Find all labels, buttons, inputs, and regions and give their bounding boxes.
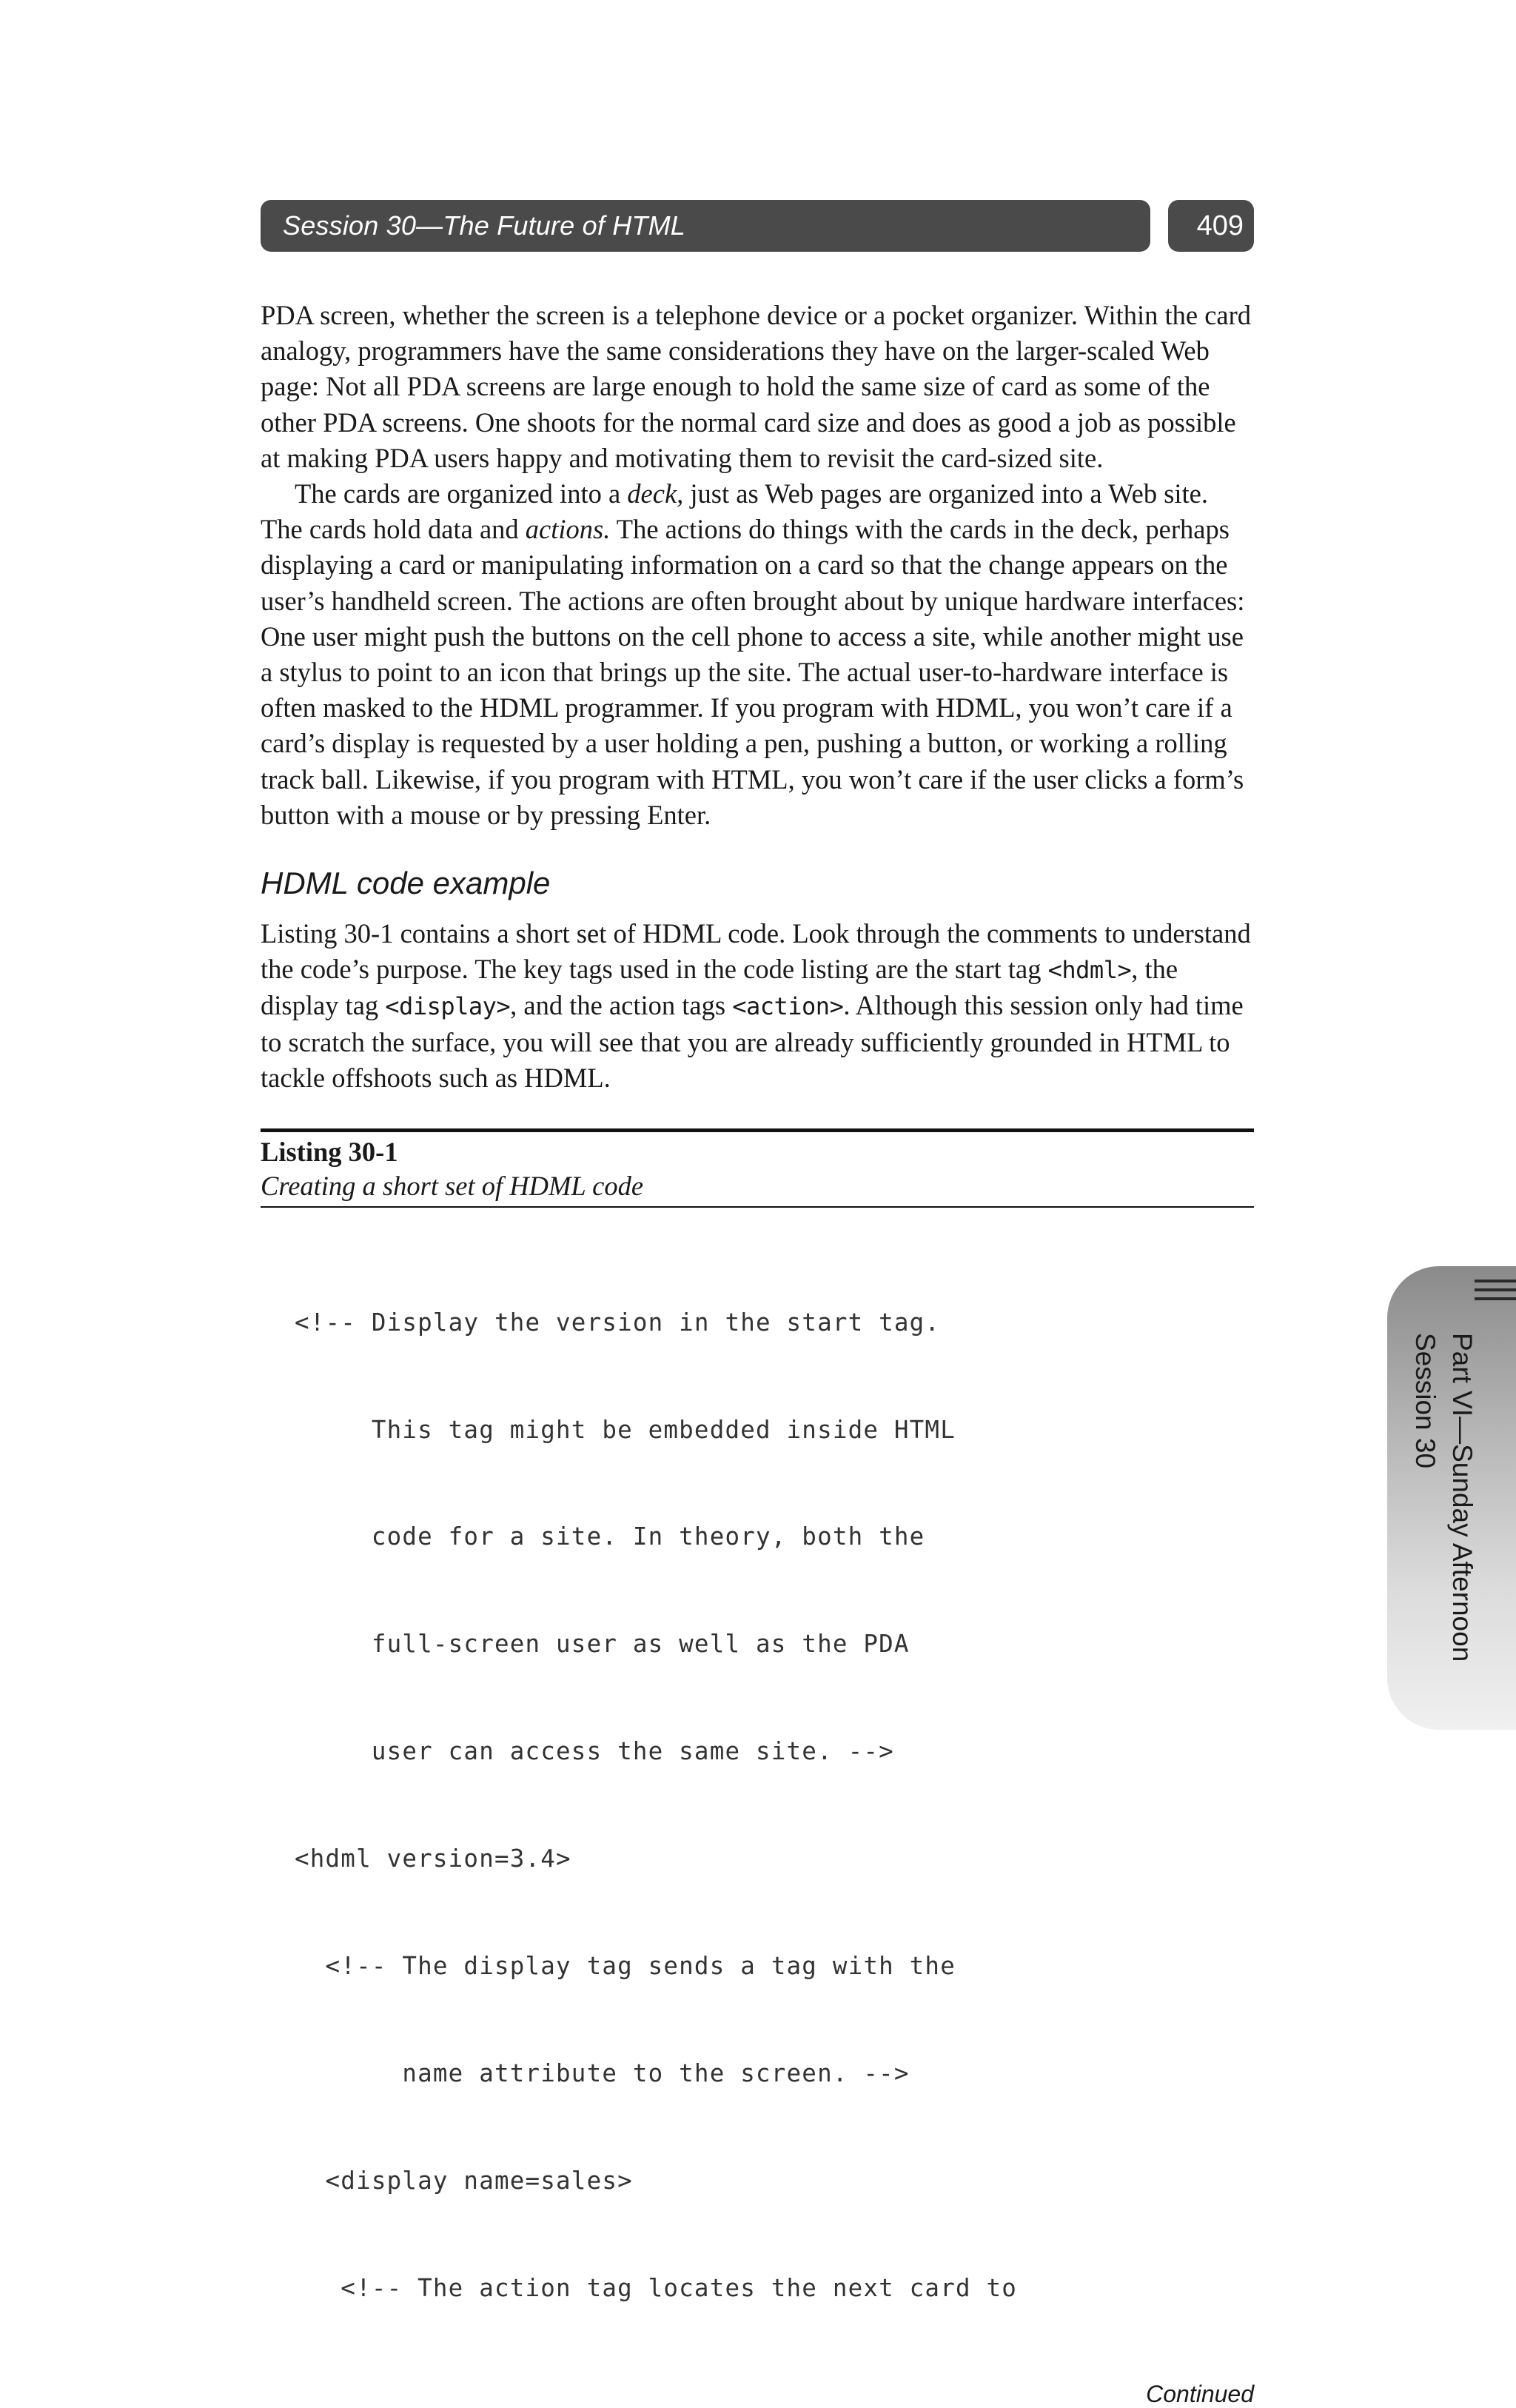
body-paragraph-2 bbox=[261, 476, 1254, 833]
code-line: <!-- The display tag sends a tag with the bbox=[295, 1952, 956, 1980]
thumb-line bbox=[1475, 1280, 1516, 1282]
term-deck: deck, bbox=[627, 478, 684, 509]
paragraph-3-text-1: Listing 30-1 contains a short set of HDML code. Look through the comments to understand the code’s purpose. The key tags used in the code listing are the start tag bbox=[261, 918, 1251, 985]
page-content bbox=[261, 298, 1254, 2408]
term-actions: actions. bbox=[525, 514, 611, 545]
listing-caption: Creating a short set of HDML code bbox=[261, 1171, 644, 1202]
listing-label: Listing 30-1 bbox=[261, 1137, 398, 1168]
code-line: This tag might be embedded inside HTML bbox=[295, 1415, 956, 1444]
thumb-tab-part: Part VI—Sunday Afternoon bbox=[1447, 1333, 1478, 1662]
page-number: 409 bbox=[1196, 210, 1244, 241]
paragraph-3-text-3: , and the action tags bbox=[510, 990, 733, 1021]
code-line: name attribute to the screen. --> bbox=[295, 2058, 910, 2087]
code-line: <!-- The action tag locates the next card to bbox=[295, 2273, 1018, 2302]
code-line: <hdml version=3.4> bbox=[295, 1845, 571, 1873]
inline-code-display: <display> bbox=[385, 992, 511, 1021]
paragraph-2-text-2: just as Web pages are organized into a Web site. The cards hold data and bbox=[261, 478, 1209, 545]
paragraph-3-text-2: , the display tag bbox=[261, 954, 1178, 1021]
body-paragraph-1: PDA screen, whether the screen is a telephone device or a pocket organizer. Within the card analogy, programmers have the same considerations they have on the larger-scaled Web page: Not all PDA screens are large enough to hold the same size of card as some of the other PDA screens. One shoots for the normal card size and does as good a job as possible at making PDA users happy and motivating them to revisit the card-sized site. bbox=[261, 300, 1252, 473]
listing-top-rule bbox=[261, 1128, 1254, 1132]
code-line: <!-- Display the version in the start tag. bbox=[295, 1308, 941, 1337]
continued-label: Continued bbox=[1146, 2380, 1254, 2407]
section-heading: HDML code example bbox=[261, 866, 551, 901]
thumb-tab-session: Session 30 bbox=[1410, 1333, 1440, 1469]
thumb-line bbox=[1475, 1288, 1516, 1291]
code-listing bbox=[295, 1233, 1254, 2378]
paragraph-2-text-1: The cards are organized into a bbox=[295, 478, 628, 509]
thumb-tab-text bbox=[1392, 1333, 1480, 1673]
paragraph-2-text-3: The actions do things with the cards in the deck, perhaps displaying a card or manipulating information on a card so that the change appears on the user’s handheld screen. The actions are often brought about by unique hardware interfaces: One user might push the buttons on the cell phone to access a site, while another might use a stylus to point to an icon that brings up the site. The actual user-to-hardware interface is often masked to the HDML programmer. If you program with HDML, you won’t care if a card’s display is requested by a user holding a pen, pushing a button, or working a rolling track ball. Likewise, if you program with HTML, you won’t care if the user clicks a form’s button with a mouse or by pressing Enter. bbox=[261, 514, 1245, 830]
paragraph-3-text-4: . Although this session only had time to scratch the surface, you will see that you are already sufficiently grounded in HTML to tackle offshoots such as HDML. bbox=[261, 990, 1244, 1093]
running-header bbox=[261, 200, 1150, 252]
code-line: full-screen user as well as the PDA bbox=[295, 1630, 910, 1659]
code-line: <display name=sales> bbox=[295, 2166, 633, 2195]
header-title: Session 30—The Future of HTML bbox=[283, 210, 686, 241]
body-paragraph-3 bbox=[261, 916, 1254, 1096]
thumb-tab-lines bbox=[1475, 1280, 1516, 1306]
inline-code-action: <action> bbox=[732, 992, 844, 1021]
page-number-box bbox=[1168, 200, 1254, 252]
code-line: user can access the same site. --> bbox=[295, 1737, 894, 1766]
listing-bottom-rule bbox=[261, 1206, 1254, 1208]
code-line: code for a site. In theory, both the bbox=[295, 1522, 925, 1551]
inline-code-hdml: <hdml> bbox=[1047, 956, 1132, 985]
thumb-line bbox=[1475, 1297, 1516, 1300]
